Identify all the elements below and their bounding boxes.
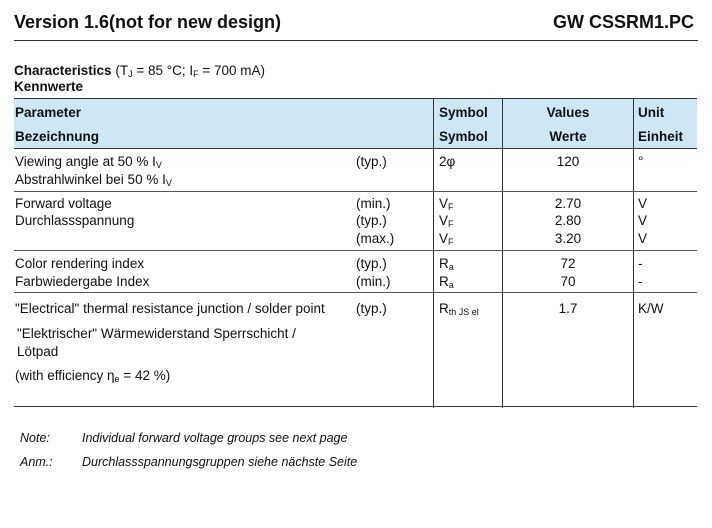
- forward-voltage-typ-cond: (typ.): [356, 213, 387, 228]
- header-unit: Unit: [638, 105, 665, 120]
- note-text: Individual forward voltage groups see next page: [82, 431, 348, 445]
- efficiency-note: (with efficiency $\eta_e = 42$ %): [15, 368, 171, 384]
- viewing-angle-condition: (typ.): [356, 154, 387, 169]
- cri-symbol: $R_a$: [439, 274, 454, 290]
- cri-min-cond: (min.): [356, 274, 391, 289]
- note-key: Note:: [20, 431, 50, 445]
- forward-voltage-min-value: 2.70: [554, 196, 582, 211]
- row-divider: [14, 250, 697, 251]
- viewing-angle-unit: °: [638, 154, 644, 169]
- column-divider: [433, 98, 434, 408]
- header-parameter-de: Bezeichnung: [15, 129, 100, 144]
- forward-voltage-label-de: Durchlassspannung: [15, 213, 135, 228]
- header-symbol-de: Symbol: [439, 129, 488, 144]
- cri-typ-cond: (typ.): [356, 256, 387, 271]
- forward-voltage-max-cond: (max.): [356, 231, 395, 246]
- thermal-resistance-label-de: "Elektrischer" Wärmewiderstand Sperrschicht /: [17, 326, 296, 341]
- row-divider: [14, 292, 697, 293]
- characteristics-table: [14, 98, 697, 408]
- cri-min-value: 70: [560, 274, 576, 289]
- characteristics-conditions: ($T_J = 85$ °C; $I_F = 700$ mA): [115, 63, 266, 79]
- note-key-de: Anm.:: [20, 455, 53, 469]
- forward-voltage-symbol: $V_F$: [439, 213, 454, 229]
- table-bottom-border: [14, 406, 697, 407]
- cri-unit: -: [638, 256, 643, 271]
- row-divider: [14, 191, 697, 192]
- thermal-resistance-label-de-line2: Lötpad: [17, 344, 59, 359]
- thermal-resistance-label: "Electrical" thermal resistance junction / solder point: [15, 301, 325, 316]
- cri-symbol: $R_a$: [439, 256, 454, 272]
- thermal-resistance-condition: (typ.): [356, 301, 387, 316]
- characteristics-title-de: Kennwerte: [14, 79, 84, 94]
- viewing-angle-symbol: 2φ: [439, 154, 456, 169]
- part-number: GW CSSRM1.PC: [552, 12, 694, 32]
- viewing-angle-value: 120: [556, 154, 580, 169]
- forward-voltage-min-cond: (min.): [356, 196, 391, 211]
- forward-voltage-unit: V: [638, 196, 648, 211]
- viewing-angle-label: Viewing angle at 50 % $I_V$: [15, 154, 162, 170]
- column-divider: [633, 98, 634, 408]
- forward-voltage-label: Forward voltage: [15, 196, 112, 211]
- forward-voltage-max-value: 3.20: [554, 231, 582, 246]
- cri-label-de: Farbwiedergabe Index: [15, 274, 150, 289]
- viewing-angle-label-de: Abstrahlwinkel bei 50 % $I_V$: [15, 172, 172, 188]
- document-header: [14, 10, 698, 41]
- forward-voltage-symbol: $V_F$: [439, 231, 454, 247]
- thermal-resistance-unit: K/W: [638, 301, 664, 316]
- version-title: Version 1.6(not for new design): [14, 12, 282, 32]
- header-values: Values: [546, 105, 590, 120]
- forward-voltage-typ-value: 2.80: [554, 213, 582, 228]
- header-unit-de: Einheit: [638, 129, 684, 144]
- forward-voltage-unit: V: [638, 213, 648, 228]
- header-values-de: Werte: [549, 129, 587, 144]
- thermal-resistance-value: 1.7: [558, 301, 578, 316]
- cri-unit: -: [638, 274, 643, 289]
- characteristics-title: Characteristics: [14, 63, 112, 78]
- header-parameter: Parameter: [15, 105, 82, 120]
- thermal-resistance-symbol: $R_{th JS el}$: [439, 301, 479, 317]
- forward-voltage-unit: V: [638, 231, 648, 246]
- cri-label: Color rendering index: [15, 256, 145, 271]
- note-text-de: Durchlassspannungsgruppen siehe nächste Seite: [82, 455, 358, 469]
- forward-voltage-symbol: $V_F$: [439, 196, 454, 212]
- header-symbol: Symbol: [439, 105, 488, 120]
- cri-typ-value: 72: [560, 256, 576, 271]
